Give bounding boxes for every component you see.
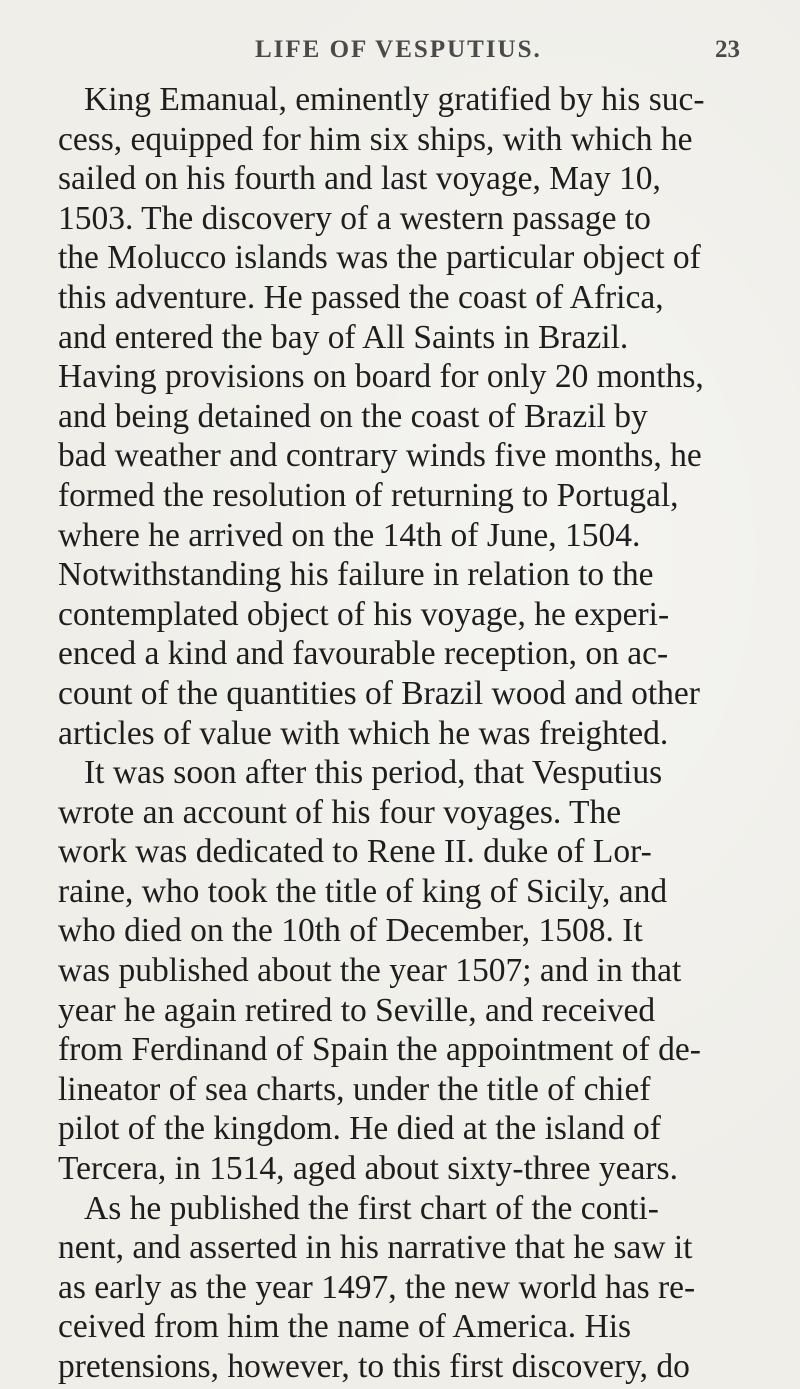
text-line: Having provisions on board for only 20 months,: [58, 358, 704, 396]
text-line: work was dedicated to Rene II. duke of Lor-: [58, 833, 652, 871]
text-line: ceived from him the name of America. His: [58, 1308, 632, 1346]
text-line: Tercera, in 1514, aged about sixty-three years.: [58, 1150, 678, 1188]
text-line: 1503. The discovery of a western passage to: [58, 199, 651, 237]
text-line: and being detained on the coast of Brazil by: [58, 397, 648, 435]
text-line: the Molucco islands was the particular object of: [58, 239, 701, 277]
body-text: [58, 80, 800, 1387]
text-line: was published about the year 1507; and in that: [58, 952, 682, 990]
text-line: It was soon after this period, that Vesputius: [84, 754, 663, 792]
text-line: enced a kind and favourable reception, on ac-: [58, 635, 669, 673]
text-line: nent, and asserted in his narrative that he saw it: [58, 1229, 693, 1267]
text-line: from Ferdinand of Spain the appointment of de-: [58, 1031, 701, 1069]
text-line: count of the quantities of Brazil wood and other: [58, 674, 700, 712]
text-line: cess, equipped for him six ships, with which he: [58, 120, 693, 158]
text-line: formed the resolution of returning to Portugal,: [58, 476, 679, 514]
text-line: as early as the year 1497, the new world has re-: [58, 1268, 696, 1306]
text-line: year he again retired to Seville, and received: [58, 991, 656, 1029]
text-line: lineator of sea charts, under the title of chief: [58, 1070, 651, 1108]
page-number: 23: [715, 36, 740, 63]
text-line: raine, who took the title of king of Sicily, and: [58, 872, 668, 910]
text-line: pretensions, however, to this first discovery, do: [58, 1348, 690, 1385]
text-line: and entered the bay of All Saints in Brazil.: [58, 318, 629, 356]
text-line: Notwithstanding his failure in relation to the: [58, 556, 654, 594]
text-line: As he published the first chart of the conti-: [84, 1189, 659, 1227]
text-line: who died on the 10th of December, 1508. It: [58, 912, 643, 950]
running-head: [0, 30, 800, 70]
text-line: wrote an account of his four voyages. The: [58, 793, 622, 831]
text-line: bad weather and contrary winds five months, he: [58, 437, 702, 475]
text-line: pilot of the kingdom. He died at the island of: [58, 1110, 661, 1148]
text-line: contemplated object of his voyage, he experi-: [58, 595, 670, 633]
running-title: LIFE OF VESPUTIUS.: [255, 36, 542, 63]
text-line: where he arrived on the 14th of June, 1504.: [58, 516, 641, 554]
text-line: this adventure. He passed the coast of Africa,: [58, 278, 664, 316]
text-line: sailed on his fourth and last voyage, May 10,: [58, 160, 661, 198]
text-line: King Emanual, eminently gratified by his suc-: [84, 81, 705, 118]
text-line: articles of value with which he was freighted.: [58, 714, 669, 752]
